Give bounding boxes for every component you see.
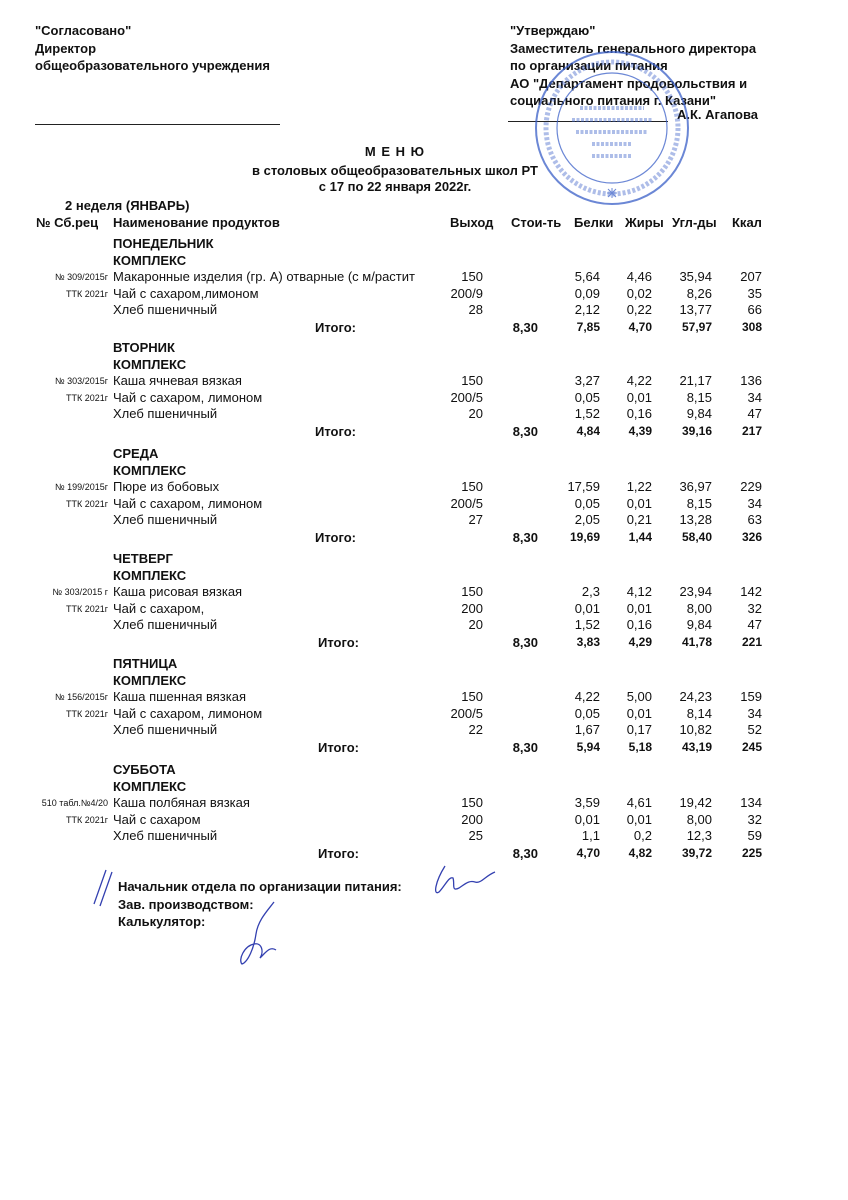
- cell-output: 200: [461, 600, 483, 616]
- total-kcal: 225: [741, 845, 762, 860]
- cell-carbs: 8,15: [686, 495, 712, 511]
- dish-name: Чай с сахаром, лимоном: [113, 705, 263, 721]
- total-fat: 5,18: [628, 739, 652, 754]
- cell-protein: 0,09: [574, 285, 600, 301]
- col-carbs: Угл-ды: [672, 215, 717, 230]
- cell-output: 150: [461, 689, 483, 704]
- cell-output: 20: [468, 406, 483, 421]
- total-carbs: 57,97: [681, 319, 712, 334]
- signature-role: Начальник отдела по организации питания:: [118, 879, 402, 894]
- dish-name: Хлеб пшеничный: [113, 617, 218, 632]
- total-kcal: 217: [741, 423, 762, 438]
- approval-left-block: [35, 22, 270, 75]
- total-cost: 8,30: [512, 845, 538, 861]
- cell-carbs: 9,84: [686, 617, 712, 632]
- cell-fat: 0,16: [626, 617, 652, 632]
- cell-fat: 0,01: [626, 600, 652, 616]
- table-row: [0, 584, 848, 599]
- total-fat: 4,82: [628, 845, 652, 860]
- cell-protein: 1,1: [581, 828, 600, 843]
- total-label: Итого:: [318, 634, 359, 650]
- cell-carbs: 21,17: [679, 373, 712, 388]
- approval-left-line: общеобразовательного учреждения: [35, 58, 270, 73]
- recipe-code: 510 табл.№4/20: [41, 798, 108, 808]
- cell-kcal: 207: [740, 269, 762, 284]
- dish-name: Каша полбяная вязкая: [113, 795, 250, 810]
- handwritten-signature: [425, 862, 505, 902]
- total-carbs: 39,72: [681, 845, 712, 860]
- cell-kcal: 35: [747, 285, 762, 301]
- table-row: [0, 390, 848, 405]
- cell-fat: 0,22: [626, 302, 652, 317]
- cell-fat: 4,22: [626, 373, 652, 388]
- table-row: [0, 269, 848, 284]
- recipe-code: ТТК 2021г: [65, 708, 108, 719]
- cell-kcal: 142: [740, 584, 762, 599]
- cell-protein: 0,05: [574, 705, 600, 721]
- day-name: СРЕДА: [113, 446, 159, 461]
- dish-name: Чай с сахаром,: [113, 600, 205, 616]
- signatory-name: А.К. Агапова: [677, 107, 759, 122]
- cell-output: 28: [468, 302, 483, 317]
- cell-fat: 0,01: [626, 705, 652, 721]
- cell-kcal: 136: [740, 373, 762, 388]
- total-carbs: 43,19: [681, 739, 712, 754]
- table-row: [0, 479, 848, 494]
- col-fat: Жиры: [625, 215, 664, 230]
- cell-carbs: 13,77: [679, 302, 712, 317]
- col-name: Наименование продуктов: [113, 215, 280, 230]
- cell-output: 200: [461, 811, 483, 827]
- handwritten-signature: [88, 868, 118, 908]
- table-row: [0, 373, 848, 388]
- cell-fat: 0,01: [626, 389, 652, 405]
- total-row: [0, 635, 848, 650]
- cell-carbs: 8,00: [686, 600, 712, 616]
- dish-name: Хлеб пшеничный: [113, 406, 218, 421]
- table-row: [0, 286, 848, 301]
- approval-right-line: Заместитель генерального директора: [510, 40, 757, 56]
- cell-carbs: 35,94: [679, 269, 712, 284]
- cell-protein: 5,64: [574, 269, 600, 284]
- col-protein: Белки: [574, 215, 614, 230]
- total-kcal: 221: [741, 634, 762, 649]
- week-label: 2 неделя (ЯНВАРЬ): [65, 198, 190, 213]
- total-row: [0, 740, 848, 755]
- cell-protein: 0,05: [574, 389, 600, 405]
- cell-protein: 1,52: [574, 617, 600, 632]
- cell-kcal: 63: [747, 512, 762, 527]
- total-cost: 8,30: [512, 423, 538, 439]
- total-fat: 4,70: [628, 319, 652, 334]
- total-carbs: 58,40: [681, 529, 712, 544]
- col-cost: Стои-ть: [511, 215, 562, 230]
- cell-fat: 0,02: [626, 285, 652, 301]
- cell-output: 25: [468, 828, 483, 843]
- col-output: Выход: [450, 215, 494, 230]
- cell-output: 150: [461, 795, 483, 810]
- table-row: [0, 617, 848, 632]
- document-subtitle: в столовых общеобразовательных школ РТ: [252, 163, 538, 178]
- cell-output: 150: [461, 373, 483, 388]
- cell-protein: 0,05: [574, 495, 600, 511]
- complex-label: КОМПЛЕКС: [113, 778, 187, 794]
- dish-name: Каша ячневая вязкая: [113, 373, 242, 388]
- dish-name: Каша рисовая вязкая: [113, 584, 243, 599]
- dish-name: Чай с сахаром, лимоном: [113, 495, 263, 511]
- total-protein: 5,94: [576, 739, 600, 754]
- total-protein: 4,84: [576, 423, 600, 438]
- cell-protein: 4,22: [574, 689, 600, 704]
- recipe-code: ТТК 2021г: [65, 498, 108, 509]
- cell-carbs: 9,84: [686, 406, 712, 421]
- table-row: [0, 496, 848, 511]
- recipe-code: № 199/2015г: [55, 482, 108, 492]
- table-row: [0, 812, 848, 827]
- total-row: [0, 320, 848, 335]
- cell-kcal: 34: [747, 495, 762, 511]
- table-row: [0, 302, 848, 317]
- cell-carbs: 24,23: [679, 689, 712, 704]
- cell-output: 27: [468, 512, 483, 527]
- complex-label: КОМПЛЕКС: [113, 356, 187, 372]
- cell-fat: 0,17: [626, 722, 652, 737]
- complex-label: КОМПЛЕКС: [113, 672, 187, 688]
- day-name: ПОНЕДЕЛЬНИК: [113, 236, 214, 251]
- col-code: № Сб.рец: [36, 215, 99, 230]
- table-row: [0, 601, 848, 616]
- cell-fat: 0,2: [633, 828, 652, 843]
- recipe-code: № 156/2015г: [55, 692, 108, 702]
- cell-kcal: 32: [747, 600, 762, 616]
- table-row: [0, 406, 848, 421]
- total-label: Итого:: [315, 423, 356, 439]
- cell-kcal: 66: [747, 302, 762, 317]
- approval-right-line: по организации питания: [510, 58, 668, 73]
- cell-carbs: 8,00: [686, 811, 712, 827]
- cell-output: 150: [461, 584, 483, 599]
- total-fat: 4,39: [628, 423, 652, 438]
- cell-fat: 0,16: [626, 406, 652, 421]
- total-row: [0, 530, 848, 545]
- table-row: [0, 795, 848, 810]
- total-carbs: 39,16: [681, 423, 712, 438]
- table-header: [0, 215, 848, 230]
- signature-role: Зав. производством:: [118, 896, 254, 912]
- cell-carbs: 19,42: [679, 795, 712, 810]
- cell-output: 150: [461, 269, 483, 284]
- cell-fat: 4,12: [626, 584, 652, 599]
- total-row: [0, 424, 848, 439]
- total-label: Итого:: [318, 845, 359, 861]
- recipe-code: ТТК 2021г: [65, 603, 108, 614]
- cell-carbs: 36,97: [679, 479, 712, 494]
- cell-fat: 4,61: [626, 795, 652, 810]
- cell-protein: 2,05: [574, 512, 600, 527]
- total-kcal: 326: [741, 529, 762, 544]
- cell-kcal: 52: [747, 722, 762, 737]
- approval-left-line: Директор: [35, 40, 97, 56]
- total-carbs: 41,78: [681, 634, 712, 649]
- document-dates: с 17 по 22 января 2022г.: [318, 179, 472, 194]
- table-row: [0, 722, 848, 737]
- signature-line-left: [35, 124, 280, 125]
- total-kcal: 245: [741, 739, 762, 754]
- cell-kcal: 47: [747, 406, 762, 421]
- cell-output: 200/9: [450, 285, 483, 301]
- table-row: [0, 689, 848, 704]
- cell-carbs: 23,94: [679, 584, 712, 599]
- cell-fat: 1,22: [626, 479, 652, 494]
- approval-right-line: АО "Департамент продовольствия и: [510, 75, 748, 91]
- recipe-code: ТТК 2021г: [65, 288, 108, 299]
- approval-right-line: социального питания г. Казани": [510, 93, 717, 108]
- cell-kcal: 34: [747, 389, 762, 405]
- dish-name: Чай с сахаром, лимоном: [113, 389, 263, 405]
- cell-protein: 0,01: [574, 600, 600, 616]
- total-label: Итого:: [318, 739, 359, 755]
- cell-output: 200/5: [450, 389, 483, 405]
- cell-carbs: 8,15: [686, 389, 712, 405]
- table-row: [0, 828, 848, 843]
- total-protein: 3,83: [576, 634, 600, 649]
- cell-carbs: 13,28: [679, 512, 712, 527]
- dish-name: Макаронные изделия (гр. А) отварные (с м/растит: [113, 269, 415, 284]
- total-protein: 19,69: [569, 529, 600, 544]
- cell-protein: 3,27: [574, 373, 600, 388]
- cell-kcal: 229: [740, 479, 762, 494]
- cell-kcal: 32: [747, 811, 762, 827]
- cell-output: 150: [461, 479, 483, 494]
- complex-label: КОМПЛЕКС: [113, 567, 187, 583]
- cell-fat: 0,21: [626, 512, 652, 527]
- cell-carbs: 12,3: [686, 828, 712, 843]
- cell-fat: 0,01: [626, 811, 652, 827]
- complex-label: КОМПЛЕКС: [113, 462, 187, 478]
- cell-protein: 2,12: [574, 302, 600, 317]
- cell-carbs: 8,14: [686, 705, 712, 721]
- dish-name: Хлеб пшеничный: [113, 512, 218, 527]
- recipe-code: ТТК 2021г: [65, 814, 108, 825]
- handwritten-signature: [228, 900, 288, 970]
- document-title: М Е Н Ю: [364, 144, 426, 159]
- total-cost: 8,30: [512, 529, 538, 545]
- cell-kcal: 159: [740, 689, 762, 704]
- table-row: [0, 512, 848, 527]
- cell-output: 20: [468, 617, 483, 632]
- total-row: [0, 846, 848, 861]
- cell-output: 22: [468, 722, 483, 737]
- cell-kcal: 34: [747, 705, 762, 721]
- cell-carbs: 10,82: [679, 722, 712, 737]
- signature-role: Калькулятор:: [118, 914, 206, 929]
- recipe-code: ТТК 2021г: [65, 392, 108, 403]
- cell-protein: 1,67: [574, 722, 600, 737]
- total-cost: 8,30: [512, 739, 538, 755]
- cell-kcal: 47: [747, 617, 762, 632]
- day-name: ПЯТНИЦА: [113, 656, 178, 671]
- day-name: СУББОТА: [113, 762, 176, 777]
- recipe-code: № 303/2015г: [55, 376, 108, 386]
- cell-fat: 5,00: [626, 689, 652, 704]
- dish-name: Чай с сахаром,лимоном: [113, 285, 259, 301]
- cell-protein: 3,59: [574, 795, 600, 810]
- total-fat: 4,29: [628, 634, 652, 649]
- table-row: [0, 706, 848, 721]
- cell-output: 200/5: [450, 705, 483, 721]
- cell-protein: 2,3: [581, 584, 600, 599]
- total-kcal: 308: [741, 319, 762, 334]
- total-fat: 1,44: [628, 529, 652, 544]
- cell-output: 200/5: [450, 495, 483, 511]
- approval-right-line: "Утверждаю": [510, 23, 596, 38]
- cell-fat: 4,46: [626, 269, 652, 284]
- complex-label: КОМПЛЕКС: [113, 252, 187, 268]
- dish-name: Чай с сахаром: [113, 811, 201, 827]
- cell-kcal: 134: [740, 795, 762, 810]
- cell-kcal: 59: [747, 828, 762, 843]
- total-label: Итого:: [315, 319, 356, 335]
- day-name: ЧЕТВЕРГ: [113, 551, 173, 566]
- col-kcal: Ккал: [732, 215, 762, 230]
- cell-protein: 17,59: [567, 479, 600, 494]
- cell-fat: 0,01: [626, 495, 652, 511]
- total-cost: 8,30: [512, 319, 538, 335]
- total-protein: 4,70: [576, 845, 600, 860]
- day-name: ВТОРНИК: [113, 340, 175, 355]
- total-label: Итого:: [315, 529, 356, 545]
- total-cost: 8,30: [512, 634, 538, 650]
- recipe-code: № 303/2015 г: [52, 587, 108, 597]
- recipe-code: № 309/2015г: [55, 272, 108, 282]
- cell-protein: 0,01: [574, 811, 600, 827]
- cell-protein: 1,52: [574, 406, 600, 421]
- total-protein: 7,85: [576, 319, 600, 334]
- dish-name: Каша пшенная вязкая: [113, 689, 247, 704]
- dish-name: Хлеб пшеничный: [113, 722, 218, 737]
- dish-name: Хлеб пшеничный: [113, 302, 218, 317]
- dish-name: Хлеб пшеничный: [113, 828, 218, 843]
- dish-name: Пюре из бобовых: [113, 479, 220, 494]
- approval-left-line: "Согласовано": [35, 23, 132, 38]
- cell-carbs: 8,26: [686, 285, 712, 301]
